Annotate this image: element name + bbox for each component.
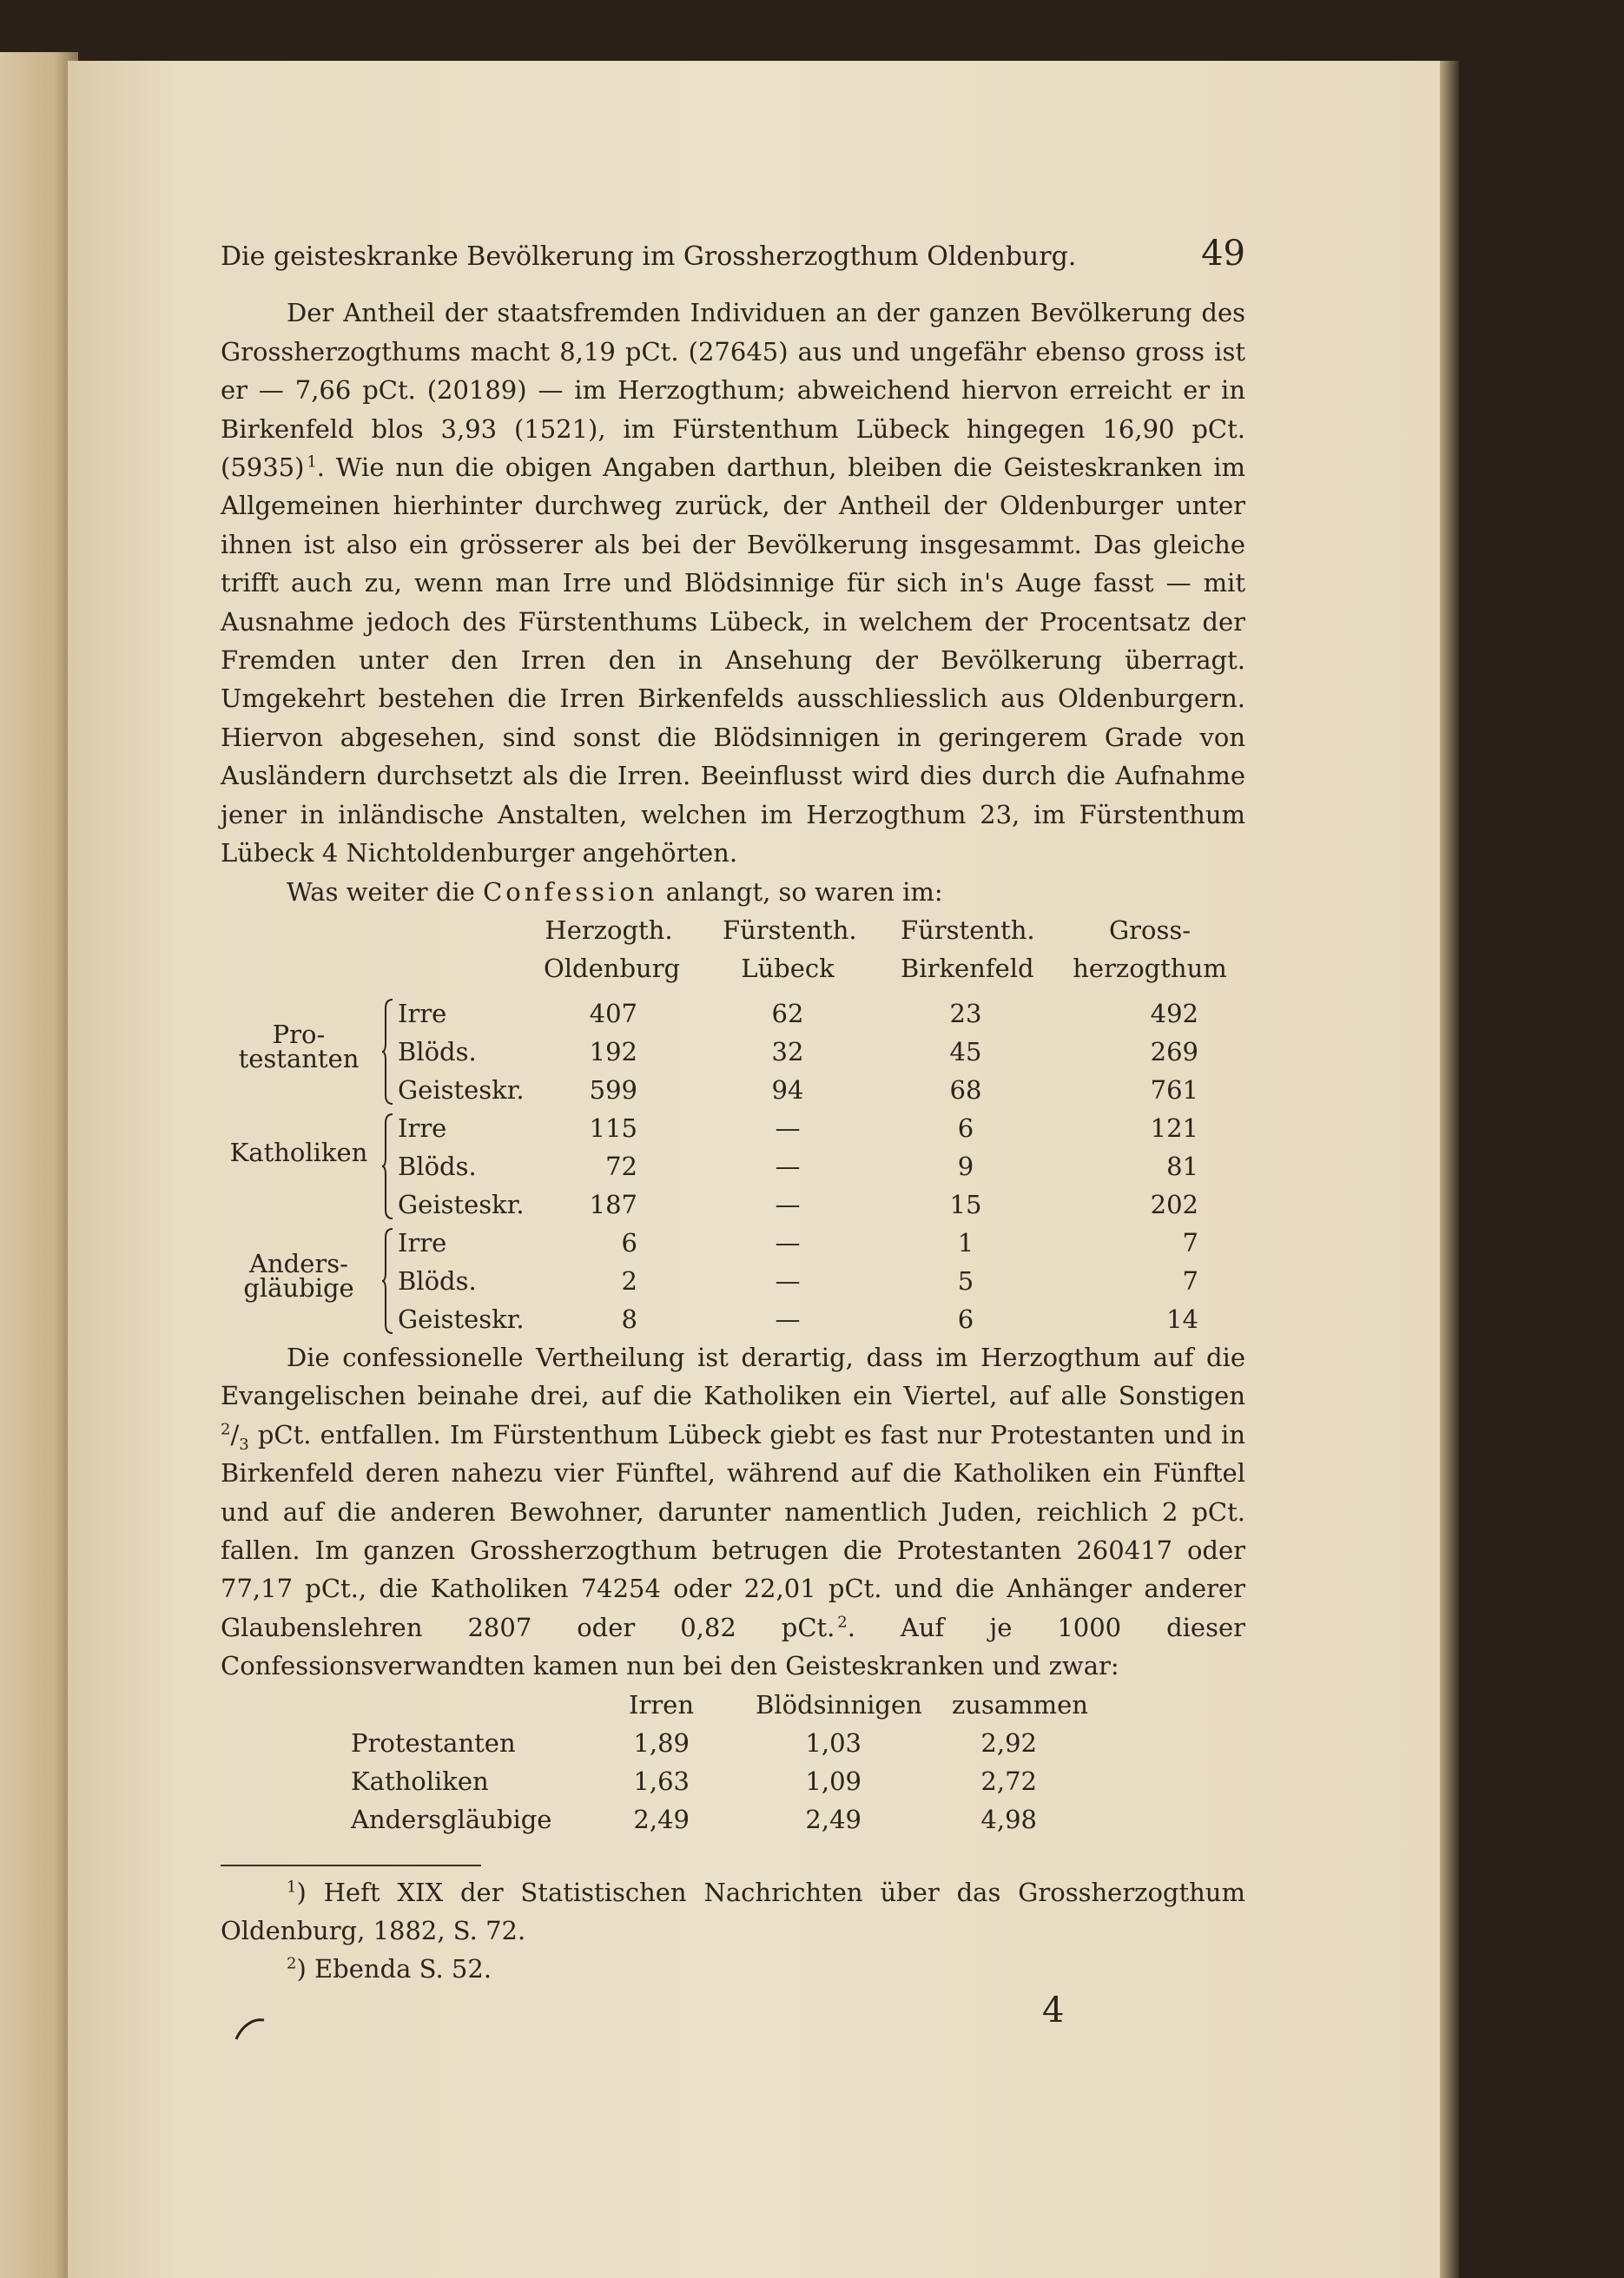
table-cell: 6 xyxy=(621,1227,637,1258)
table-cell: — xyxy=(775,1304,801,1334)
paragraph-1 xyxy=(221,294,1245,872)
table-cell: 2 xyxy=(621,1265,637,1296)
table-cell: 23 xyxy=(949,998,982,1028)
rate-header: Blödsinnigen xyxy=(756,1689,922,1720)
table-cell: 1 xyxy=(957,1227,974,1258)
table-cell: 2,49 xyxy=(633,1804,690,1834)
category-label: Blöds. xyxy=(398,1265,477,1296)
table-cell: 72 xyxy=(605,1151,637,1181)
group-label-katholiken: Katholiken xyxy=(229,1137,368,1167)
table-cell: — xyxy=(775,1189,801,1219)
table-cell: 5 xyxy=(957,1265,974,1296)
category-label: Irre xyxy=(398,998,447,1028)
paragraph-2-spaced-word: Confession xyxy=(483,876,658,907)
table-cell: 192 xyxy=(589,1036,637,1066)
fraction-denominator: 3 xyxy=(239,1435,249,1454)
paragraph-2-post: anlangt, so waren im: xyxy=(665,876,943,907)
table-cell: 6 xyxy=(957,1113,974,1143)
table-cell: 761 xyxy=(1150,1074,1198,1105)
category-label: Geisteskr. xyxy=(398,1304,525,1334)
table-cell: 8 xyxy=(621,1304,637,1334)
group-label-andersglaeubige: Anders- gläubige xyxy=(243,1248,354,1303)
table-cell: 2,92 xyxy=(980,1727,1037,1758)
rate-header: zusammen xyxy=(952,1689,1088,1720)
brace-icon xyxy=(382,1113,394,1220)
footnote-ref-2: 2 xyxy=(837,1613,848,1632)
category-label: Irre xyxy=(398,1227,447,1258)
table-cell: 1,89 xyxy=(633,1727,690,1758)
rate-row-label: Andersgläubige xyxy=(351,1804,552,1834)
table-cell: 68 xyxy=(949,1074,982,1105)
page-binding-shadow xyxy=(1440,61,1459,2278)
table-cell: 202 xyxy=(1150,1189,1198,1219)
table-cell: 492 xyxy=(1150,998,1198,1028)
page-number: 49 xyxy=(1201,234,1245,274)
footnote-mark: 1 xyxy=(287,1877,297,1896)
left-page-edge xyxy=(0,52,78,2278)
table-cell: — xyxy=(775,1113,801,1143)
footnote-text: Ebenda S. 52. xyxy=(314,1954,492,1984)
col-header-3: Fürstenth. Birkenfeld xyxy=(901,915,1035,983)
table-cell: 1,09 xyxy=(805,1766,862,1796)
page-content xyxy=(221,234,1245,1989)
table-cell: 187 xyxy=(589,1189,637,1219)
paragraph-3: Die confessionelle Vertheilung ist derartig, dass im Herzogthum auf die Evangelischen beinahe drei, auf die Katholiken ein Viertel, auf alle Sonstigen $^2/_3$ pCt. entfallen. Im Fürstenthum Lübeck giebt es fast nur Protestanten und in Birkenfeld deren nahezu vier Fünftel, während auf die Katholiken ein Fünftel und auf die anderen Bewohner, darunter namentlich Juden, reichlich 2 pCt. fallen. Im ganzen Grossherzogthum betrugen die Protestanten 260417 oder 77,17 pCt., die Katholiken 74254 oder 22,01 pCt. und die Anhänger anderer Glaubenslehren 2807 oder 0,82 pCt. $^2$. Auf je 1000 dieser Confessionsverwandten kamen nun bei den Geisteskranken und zwar: xyxy=(221,1342,1245,1681)
footnote-1: $^1$) Heft XIX der Statistischen Nachrichten über das Grossherzogthum Oldenburg, 1882, S. 72. xyxy=(221,1877,1245,1945)
footnote-2: $^2$) Ebenda S. 52. xyxy=(287,1954,492,1984)
confession-table xyxy=(221,911,1245,1334)
footnote-mark: 2 xyxy=(287,1954,297,1973)
table-cell: 269 xyxy=(1150,1036,1198,1066)
table-cell: — xyxy=(775,1151,801,1181)
table-cell: 599 xyxy=(589,1074,637,1105)
category-label: Blöds. xyxy=(398,1151,477,1181)
brace-icon xyxy=(382,998,394,1106)
table-cell: 407 xyxy=(589,998,637,1028)
category-label: Geisteskr. xyxy=(398,1074,525,1105)
category-label: Irre xyxy=(398,1113,447,1143)
footnote-text: Heft XIX der Statistischen Nachrichten über das Grossherzogthum Oldenburg, 1882, S. 72. xyxy=(221,1877,1245,1945)
table-cell: 15 xyxy=(949,1189,982,1219)
brace-icon xyxy=(382,1227,394,1335)
table-cell: 9 xyxy=(957,1151,974,1181)
table-cell: 1,63 xyxy=(633,1766,690,1796)
table-cell: 81 xyxy=(1166,1151,1198,1181)
signature-number: 4 xyxy=(1042,1991,1065,2030)
table-cell: 94 xyxy=(771,1074,804,1105)
paragraph-3-text-a: Die confessionelle Vertheilung ist derartig, dass im Herzogthum auf die Evangelischen beinahe drei, auf die Katholiken ein Viertel, auf alle Sonstigen xyxy=(221,1342,1245,1411)
rate-header: Irren xyxy=(629,1689,695,1720)
footnote-ref-1: 1 xyxy=(307,452,317,472)
rate-table xyxy=(221,1686,1245,1842)
table-cell: 45 xyxy=(949,1036,982,1066)
table-cell: — xyxy=(775,1265,801,1296)
rate-row-label: Katholiken xyxy=(351,1766,489,1796)
paragraph-2-pre: Was weiter die xyxy=(287,876,475,907)
col-header-4: Gross- herzogthum xyxy=(1073,915,1227,983)
category-label: Blöds. xyxy=(398,1036,477,1066)
table-cell: 1,03 xyxy=(805,1727,862,1758)
table-cell: 2,72 xyxy=(980,1766,1037,1796)
paragraph-1-text-b: . Wie nun die obigen Angaben darthun, bleiben die Geisteskranken im Allgemeinen hierhinter durchweg zurück, der Antheil der Oldenburger unter ihnen ist also ein grösserer als bei der Bevölkerung insgesammt. Das gleiche trifft auch zu, wenn man Irre und Blödsinnige für sich in's Auge fasst — mit Ausnahme jedoch des Fürstenthums Lübeck, in welchem der Procentsatz der Fremden unter den Irren den in Ansehung der Bevölkerung überragt. Umgekehrt bestehen die Irren Birkenfelds ausschliesslich aus Oldenburgern. Hiervon abgesehen, sind sonst die Blödsinnigen in geringerem Grade von Ausländern durchsetzt als die Irren. Beeinflusst wird dies durch die Aufnahme jener in inländische Anstalten, welchen im Herzogthum 23, im Fürstenthum Lübeck 4 Nichtoldenburger angehörten. xyxy=(221,452,1245,868)
table-cell: 6 xyxy=(957,1304,974,1334)
table-cell: — xyxy=(775,1227,801,1258)
table-cell: 121 xyxy=(1150,1113,1198,1143)
category-label: Geisteskr. xyxy=(398,1189,525,1219)
table-cell: 4,98 xyxy=(980,1804,1037,1834)
footnote-rule xyxy=(221,1865,481,1866)
table-cell: 7 xyxy=(1182,1227,1198,1258)
table-cell: 14 xyxy=(1166,1304,1198,1334)
col-header-2: Fürstenth. Lübeck xyxy=(723,915,857,983)
table-cell: 7 xyxy=(1182,1265,1198,1296)
running-title: Die geisteskranke Bevölkerung im Grossherzogthum Oldenburg. xyxy=(221,241,1077,272)
paragraph-3-text-c: . Auf je 1000 dieser Confessionsverwandten kamen nun bei den Geisteskranken und zwar: xyxy=(221,1612,1245,1681)
paragraph-2 xyxy=(221,873,1245,911)
group-label-protestanten: Pro- testanten xyxy=(238,1019,360,1073)
rate-row-label: Protestanten xyxy=(351,1727,516,1758)
table-cell: 2,49 xyxy=(805,1804,862,1834)
table-cell: 62 xyxy=(771,998,804,1028)
paragraph-3-text-b: pCt. entfallen. Im Fürstenthum Lübeck giebt es fast nur Protestanten und in Birkenfeld deren nahezu vier Fünftel, während auf die Katholiken ein Fünftel und auf die anderen Bewohner, darunter namentlich Juden, reichlich 2 pCt. fallen. Im ganzen Grossherzogthum betrugen die Protestanten 260417 oder 77,17 pCt., die Katholiken 74254 oder 22,01 pCt. und die Anhänger anderer Glaubenslehren 2807 oder 0,82 pCt. xyxy=(221,1419,1245,1642)
paragraph-1-text-a: Der Antheil der staatsfremden Individuen an der ganzen Bevölkerung des Grossherzogthums macht 8,19 pCt. (27645) aus und ungefähr ebenso gross ist er — 7,66 pCt. (20189) — im Herzogthum; abweichend hiervon erreicht er in Birkenfeld blos 3,93 (1521), im Fürstenthum Lübeck hingegen 16,90 pCt. (5935) xyxy=(221,298,1245,483)
running-header xyxy=(221,234,1245,276)
fraction-numerator: 2 xyxy=(221,1420,231,1439)
table-cell: 32 xyxy=(771,1036,804,1066)
col-header-1: Herzogth. Oldenburg xyxy=(544,915,681,983)
table-cell: 115 xyxy=(589,1113,637,1143)
pencil-mark-icon xyxy=(233,2017,267,2043)
